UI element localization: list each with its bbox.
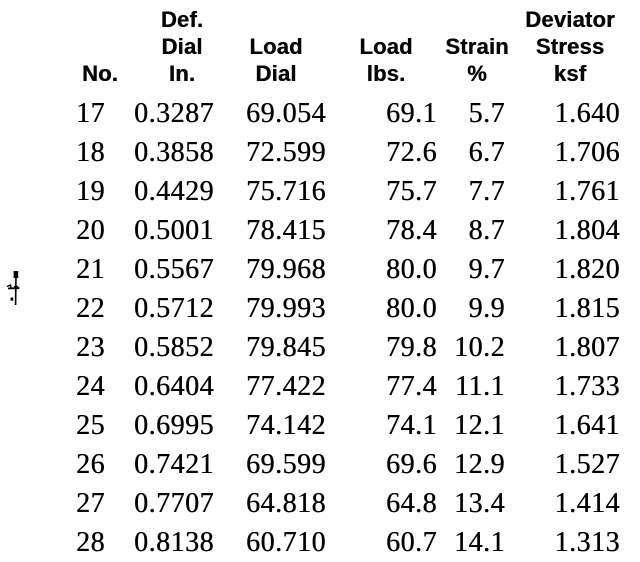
cell-load-lbs: 78.4	[330, 211, 442, 250]
cell-no: 28	[0, 523, 122, 562]
cell-strain: 12.1	[442, 406, 512, 445]
cell-strain: 14.1	[442, 523, 512, 562]
column-header-strain-pct	[442, 0, 512, 94]
cell-def-dial: 0.3858	[122, 133, 222, 172]
cell-strain: 5.7	[442, 94, 512, 133]
column-header-no	[0, 0, 122, 94]
cell-def-dial: 0.7707	[122, 484, 222, 523]
header-line: Dial	[222, 60, 330, 87]
header-line: lbs.	[330, 60, 442, 87]
cell-load-dial: 78.415	[222, 211, 330, 250]
cell-strain: 11.1	[442, 367, 512, 406]
cell-deviator-stress: 1.807	[512, 328, 628, 367]
cell-deviator-stress: 1.820	[512, 250, 628, 289]
cell-def-dial: 0.6404	[122, 367, 222, 406]
cell-load-dial: 72.599	[222, 133, 330, 172]
header-line: Dial	[122, 33, 222, 60]
cell-def-dial: 0.7421	[122, 445, 222, 484]
table-row	[0, 484, 628, 523]
table-row	[0, 211, 628, 250]
cell-load-lbs: 60.7	[330, 523, 442, 562]
cell-no: 20	[0, 211, 122, 250]
cell-no: 23	[0, 328, 122, 367]
cell-deviator-stress: 1.733	[512, 367, 628, 406]
cell-load-dial: 79.993	[222, 289, 330, 328]
table-row	[0, 289, 628, 328]
cell-no: 17	[0, 94, 122, 133]
cell-strain: 13.4	[442, 484, 512, 523]
cell-load-lbs: 69.1	[330, 94, 442, 133]
cell-def-dial: 0.8138	[122, 523, 222, 562]
cell-deviator-stress: 1.815	[512, 289, 628, 328]
cell-load-dial: 79.968	[222, 250, 330, 289]
cell-load-lbs: 77.4	[330, 367, 442, 406]
cell-load-lbs: 64.8	[330, 484, 442, 523]
header-line: In.	[122, 60, 222, 87]
cell-no: 22	[0, 289, 122, 328]
table-row	[0, 523, 628, 562]
cell-load-lbs: 79.8	[330, 328, 442, 367]
header-line: %	[442, 60, 512, 87]
header-line: Stress	[512, 33, 628, 60]
cell-load-dial: 60.710	[222, 523, 330, 562]
cell-no: 27	[0, 484, 122, 523]
cell-load-lbs: 72.6	[330, 133, 442, 172]
cell-no: 26	[0, 445, 122, 484]
cell-load-dial: 77.422	[222, 367, 330, 406]
table-row	[0, 445, 628, 484]
table-row	[0, 367, 628, 406]
cell-load-lbs: 74.1	[330, 406, 442, 445]
cell-deviator-stress: 1.804	[512, 211, 628, 250]
cell-strain: 9.9	[442, 289, 512, 328]
header-line: Def.	[122, 6, 222, 33]
cell-load-dial: 74.142	[222, 406, 330, 445]
header-line: No.	[0, 60, 122, 87]
cell-deviator-stress: 1.640	[512, 94, 628, 133]
table-row	[0, 328, 628, 367]
table-body	[0, 94, 628, 562]
cell-strain: 12.9	[442, 445, 512, 484]
cell-deviator-stress: 1.414	[512, 484, 628, 523]
cell-strain: 9.7	[442, 250, 512, 289]
cell-strain: 10.2	[442, 328, 512, 367]
table-header	[0, 0, 628, 94]
cell-def-dial: 0.5712	[122, 289, 222, 328]
cell-no: 21	[0, 250, 122, 289]
table-row	[0, 250, 628, 289]
cell-no: 25	[0, 406, 122, 445]
cell-load-dial: 75.716	[222, 172, 330, 211]
column-header-deviator-stress-ksf	[512, 0, 628, 94]
cell-deviator-stress: 1.527	[512, 445, 628, 484]
cell-deviator-stress: 1.641	[512, 406, 628, 445]
cell-def-dial: 0.5852	[122, 328, 222, 367]
cell-load-lbs: 75.7	[330, 172, 442, 211]
header-line: Strain	[442, 33, 512, 60]
cell-load-lbs: 80.0	[330, 289, 442, 328]
cell-load-lbs: 69.6	[330, 445, 442, 484]
cell-load-dial: 64.818	[222, 484, 330, 523]
cell-no: 18	[0, 133, 122, 172]
cell-load-dial: 69.054	[222, 94, 330, 133]
cell-strain: 7.7	[442, 172, 512, 211]
table-row	[0, 94, 628, 133]
table-row	[0, 133, 628, 172]
cell-deviator-stress: 1.706	[512, 133, 628, 172]
column-header-load-lbs	[330, 0, 442, 94]
cell-def-dial: 0.4429	[122, 172, 222, 211]
cell-strain: 6.7	[442, 133, 512, 172]
header-row	[0, 0, 628, 94]
header-line: Load	[330, 33, 442, 60]
column-header-def-dial-in	[122, 0, 222, 94]
cell-deviator-stress: 1.761	[512, 172, 628, 211]
cell-deviator-stress: 1.313	[512, 523, 628, 562]
cell-load-lbs: 80.0	[330, 250, 442, 289]
cell-no: 19	[0, 172, 122, 211]
cell-load-dial: 79.845	[222, 328, 330, 367]
table-row	[0, 172, 628, 211]
header-line: Deviator	[512, 6, 628, 33]
cell-def-dial: 0.3287	[122, 94, 222, 133]
cell-strain: 8.7	[442, 211, 512, 250]
table-row	[0, 406, 628, 445]
cell-def-dial: 0.5567	[122, 250, 222, 289]
cell-no: 24	[0, 367, 122, 406]
cell-load-dial: 69.599	[222, 445, 330, 484]
column-header-load-dial	[222, 0, 330, 94]
header-line: ksf	[512, 60, 628, 87]
header-line: Load	[222, 33, 330, 60]
cell-def-dial: 0.6995	[122, 406, 222, 445]
cell-def-dial: 0.5001	[122, 211, 222, 250]
